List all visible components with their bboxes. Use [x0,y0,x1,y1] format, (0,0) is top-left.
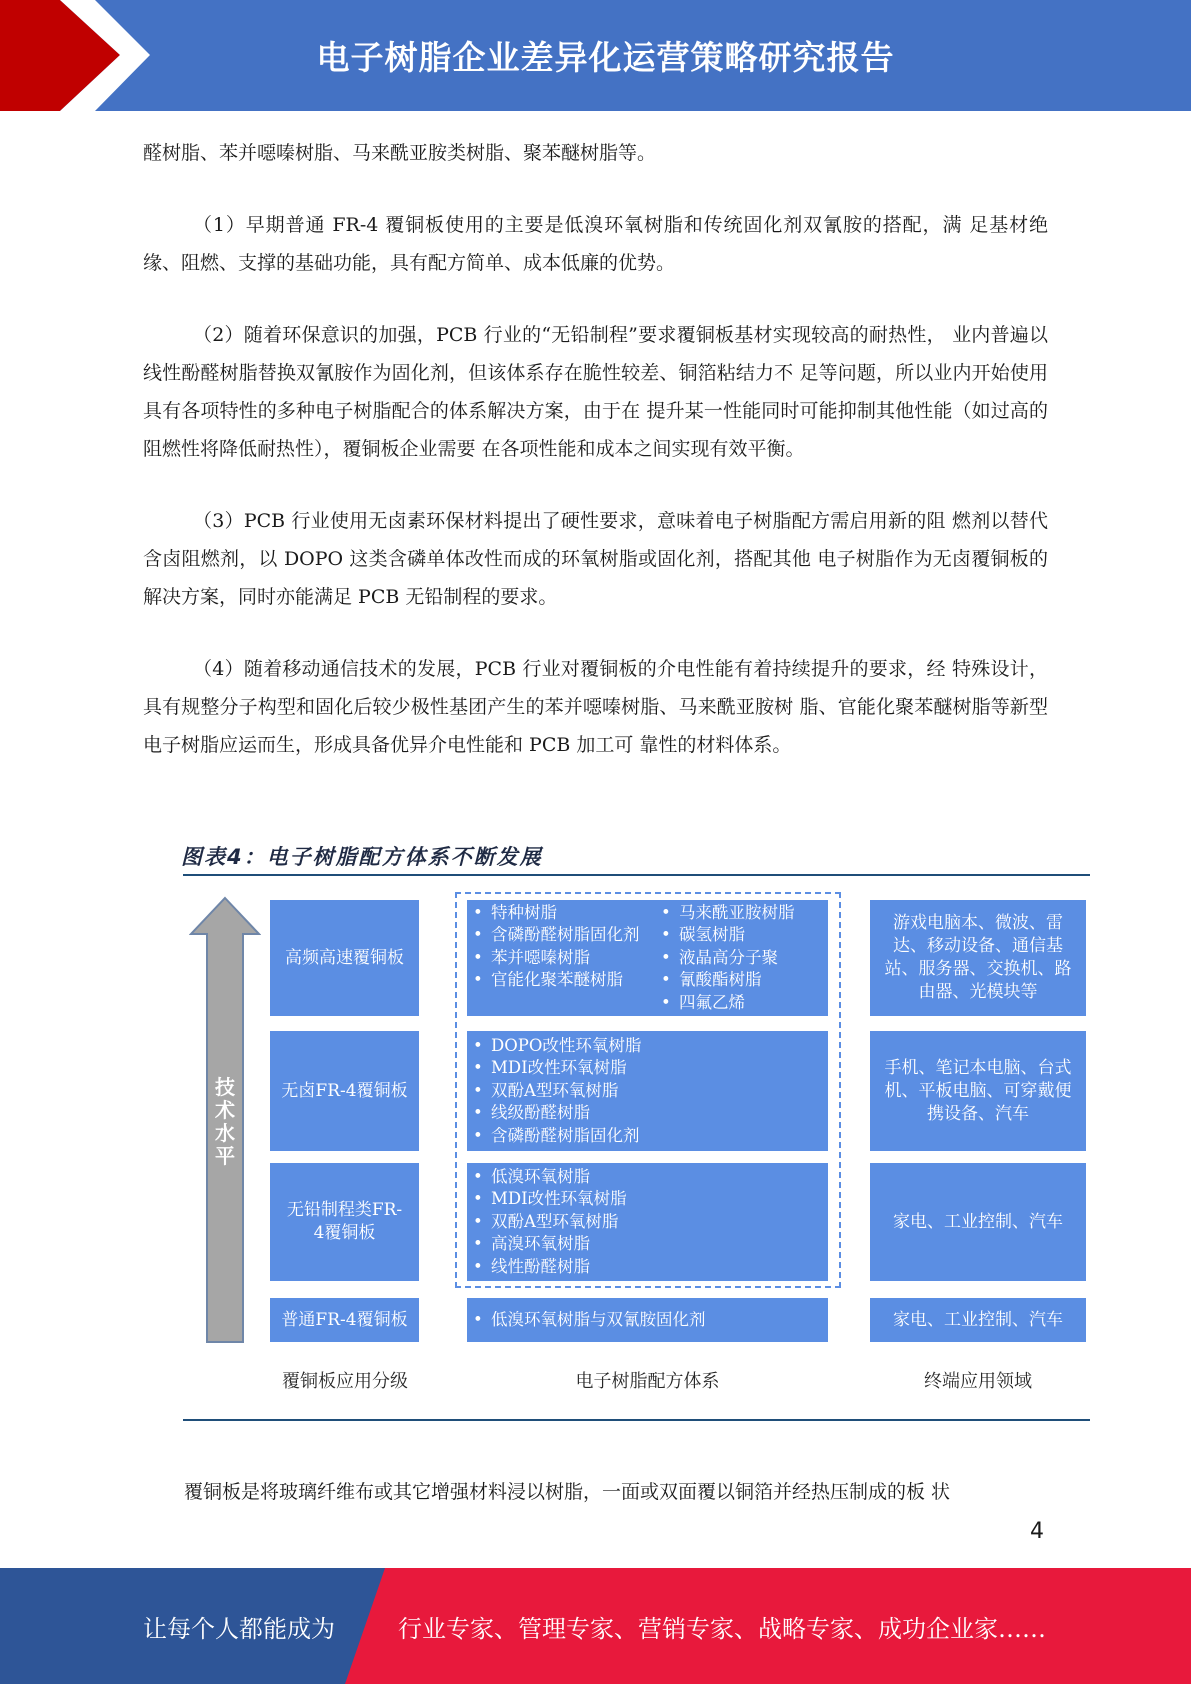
level-box-high-frequency [270,900,419,1016]
list-item: • 碳氢树脂 [657,924,817,947]
application-box-halogen-free [870,1031,1086,1151]
application-box-high-frequency [870,900,1086,1016]
paragraph-1: （1）早期普通 FR-4 覆铜板使用的主要是低溴环氧树脂和传统固化剂双氰胺的搭配，满 足基材绝缘、阻燃、支撑的基础功能，具有配方简单、成本低廉的优势。 [143,214,1048,274]
list-item: • 双酚A型环氧树脂 [469,1211,627,1234]
formula-box-lead-free [467,1163,828,1281]
list-item: • MDI改性环氧树脂 [469,1057,641,1080]
column-label-levels: 覆铜板应用分级 [282,1371,408,1392]
formula-list [469,1035,641,1148]
page-number: 4 [1030,1519,1044,1544]
list-item: • 线级酚醛树脂 [469,1102,641,1125]
list-item: • 特种树脂 [469,902,657,925]
application-text: 家电、工业控制、汽车 [893,1309,1063,1330]
application-text: 家电、工业控制、汽车 [893,1211,1063,1232]
formula-box-ordinary [467,1298,828,1342]
list-item: • 含磷酚醛树脂固化剂 [469,924,657,947]
formula-list [469,1309,706,1332]
level-label: 普通FR-4覆铜板 [281,1309,408,1330]
page-header [0,0,1191,111]
list-item: • 低溴环氧树脂 [469,1166,627,1189]
level-box-ordinary [270,1298,419,1342]
level-label: 无铅制程类FR-4覆铜板 [286,1200,403,1243]
list-item: • 双酚A型环氧树脂 [469,1080,641,1103]
formula-box-halogen-free [467,1031,828,1151]
list-item: • 官能化聚苯醚树脂 [469,969,657,992]
page-footer [0,1568,1191,1684]
formula-list-left [469,902,657,1015]
list-item: • 液晶高分子聚 [657,947,817,970]
paragraph-4: （4）随着移动通信技术的发展，PCB 行业对覆铜板的介电性能有着持续提升的要求，经 特殊设计，具有规整分子构型和固化后较少极性基团产生的苯并噁嗪树脂、马来酰亚胺树 脂、官能化聚苯醚树脂等新型电子树脂应运而生，形成具备优异介电性能和 PCB 加工可 靠性的材料体系。 [143,658,1048,756]
level-box-lead-free [270,1163,419,1281]
column-label-applications: 终端应用领域 [924,1371,1032,1392]
list-item: • 苯并噁嗪树脂 [469,947,657,970]
column-label-formulas: 电子树脂配方体系 [575,1371,720,1392]
level-label: 无卤FR-4覆铜板 [281,1080,408,1101]
application-text: 游戏电脑本、微波、雷达、移动设备、通信基站、服务器、交换机、路由器、光模块等 [884,913,1072,1002]
footer-slogan-right: 行业专家、管理专家、营销专家、战略专家、成功企业家…… [398,1614,1046,1643]
list-item: • 线性酚醛树脂 [469,1256,627,1279]
level-box-halogen-free [270,1031,419,1151]
body-text [143,134,1048,798]
list-item: • 高溴环氧树脂 [469,1233,627,1256]
list-item: • 氰酸酯树脂 [657,969,817,992]
list-item: • MDI改性环氧树脂 [469,1188,627,1211]
paragraph-2: （2）随着环保意识的加强，PCB 行业的“无铅制程”要求覆铜板基材实现较高的耐热性， 业内普遍以线性酚醛树脂替换双氰胺作为固化剂，但该体系存在脆性较差、铜箔粘结力不 足等问题，所以业内开始使用具有各项特性的多种电子树脂配合的体系解决方案，由于在 提升某一性能同时可能抑制其他性能（如过高的阻燃性将降低耐热性），覆铜板企业需要 在各项性能和成本之间实现有效平衡。 [143,324,1048,460]
formula-list [469,1166,627,1279]
formula-box-high-frequency [467,900,828,1016]
list-item: • 马来酰亚胺树脂 [657,902,817,925]
formula-list-right [657,902,817,1015]
level-label: 高频高速覆铜板 [285,947,404,968]
list-item: • 四氟乙烯 [657,992,817,1015]
list-item: • 含磷酚醛树脂固化剂 [469,1125,641,1148]
list-item: • 低溴环氧树脂与双氰胺固化剂 [469,1309,706,1332]
application-text: 手机、笔记本电脑、台式机、平板电脑、可穿戴便携设备、汽车 [884,1057,1072,1124]
footer-slogan-left: 让每个人都能成为 [143,1614,335,1643]
list-item: • DOPO改性环氧树脂 [469,1035,641,1058]
paragraph-3: （3）PCB 行业使用无卤素环保材料提出了硬性要求，意味着电子树脂配方需启用新的阻 燃剂以替代含卤阻燃剂，以 DOPO 这类含磷单体改性而成的环氧树脂或固化剂，搭配其他 电子树脂作为无卤覆铜板的解决方案，同时亦能满足 PCB 无铅制程的要求。 [143,510,1048,608]
arrow-label-text: 技术水平 [215,1075,235,1168]
application-box-lead-free [870,1163,1086,1281]
figure-bottom-rule [183,1419,1090,1421]
application-box-ordinary [870,1298,1086,1342]
paragraph-next: 覆铜板是将玻璃纤维布或其它增强材料浸以树脂，一面或双面覆以铜箔并经热压制成的板 状 [184,1481,951,1503]
paragraph-continuation: 醛树脂、苯并噁嗪树脂、马来酰亚胺类树脂、聚苯醚树脂等。 [143,142,657,164]
arrow-label [189,1076,261,1168]
figure-title: 图表4：电子树脂配方体系不断发展 [181,845,543,869]
report-title: 电子树脂企业差异化运营策略研究报告 [316,38,895,77]
figure-top-rule [183,874,1090,876]
tech-level-arrow-icon [189,896,261,1344]
